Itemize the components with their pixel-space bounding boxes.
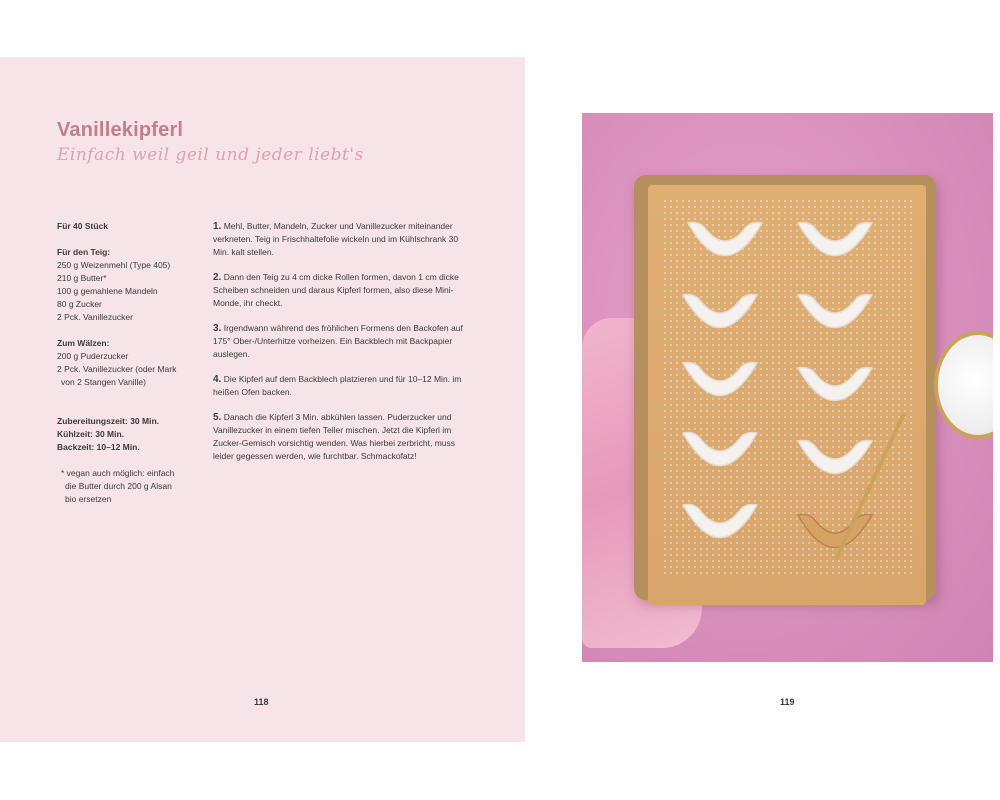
bake-time: Backzeit: 10–12 Min. [57,442,140,452]
kipferl-cookie [792,213,878,273]
cookie-photo [582,113,993,662]
sugar-sieve [934,331,993,439]
step-5 [213,411,475,463]
ingredient-item: 80 g Zucker [57,299,102,309]
kipferl-cookie [677,495,763,555]
prep-time: Zubereitungszeit: 30 Min. [57,416,160,426]
step-text: Die Kipferl auf dem Backblech platzieren und für 10–12 Min. im heißen Ofen backen. [213,374,462,397]
step-text: Danach die Kipferl 3 Min. abkühlen lassen. Puderzucker und Vanillezucker in einem tiefen Teller mischen. Jetzt die Kipferl im Zucker-Gemisch vorsichtig wenden. Was hierbei zerbricht, muss leider gegessen werden, wie furchtbar. Schmackofatz! [213,412,456,461]
step-2 [213,271,475,310]
ingredient-item: 200 g Puderzucker [57,351,129,361]
step-text: Irgendwann während des fröhlichen Formens den Backofen auf 175° Ober-/Unterhitze vorheizen. Ein Backblech mit Backpapier auslegen. [213,323,463,359]
recipe-title: Vanillekipferl [57,119,184,141]
footnote [57,467,197,506]
instructions-column [213,220,475,475]
step-number: 2. [213,272,222,283]
footnote-line: die Butter durch 200 g Alsan [65,481,172,491]
step-text: Mehl, Butter, Mandeln, Zucker und Vanillezucker miteinander verkneten. Teig in Frischhaltefolie wickeln und im Kühlschrank 30 Min. kalt stellen. [213,221,459,257]
ingredient-item: 210 g Butter* [57,273,107,283]
ingredient-item: 250 g Weizenmehl (Type 405) [57,260,171,270]
ingredient-item: 2 Pck. Vanillezucker (oder Mark [57,364,177,374]
page-number-left: 118 [254,697,269,707]
footnote-line: * vegan auch möglich: einfach [61,468,175,478]
step-3 [213,322,475,361]
chill-time: Kühlzeit: 30 Min. [57,429,125,439]
step-text: Dann den Teig zu 4 cm dicke Rollen formen, davon 1 cm dicke Scheiben schneiden und daraus Kipferl formen, also diese Mini-Monde, ihr checkt. [213,272,459,308]
kipferl-cookie [677,285,763,345]
kipferl-cookie [792,285,878,345]
step-number: 4. [213,374,222,385]
yield-label: Für 40 Stück [57,221,109,231]
recipe-subtitle: Einfach weil geil und jeder liebt's [57,145,364,165]
step-number: 5. [213,412,222,423]
step-1 [213,220,475,259]
rolling-heading: Zum Wälzen: [57,338,110,348]
step-4 [213,373,475,399]
ingredient-item: 2 Pck. Vanillezucker [57,312,133,322]
ingredients-column [57,220,197,506]
ingredient-item: von 2 Stangen Vanille) [61,377,146,387]
kipferl-cookie [682,213,768,273]
kipferl-cookie [677,423,763,483]
footnote-line: bio ersetzen [65,494,112,504]
step-number: 1. [213,221,222,232]
kipferl-cookie [792,358,878,418]
ingredient-item: 100 g gemahlene Mandeln [57,286,158,296]
page-number-right: 119 [780,697,795,707]
kipferl-cookie [792,431,878,491]
kipferl-cookie [677,353,763,413]
step-number: 3. [213,323,222,334]
dough-heading: Für den Teig: [57,247,111,257]
